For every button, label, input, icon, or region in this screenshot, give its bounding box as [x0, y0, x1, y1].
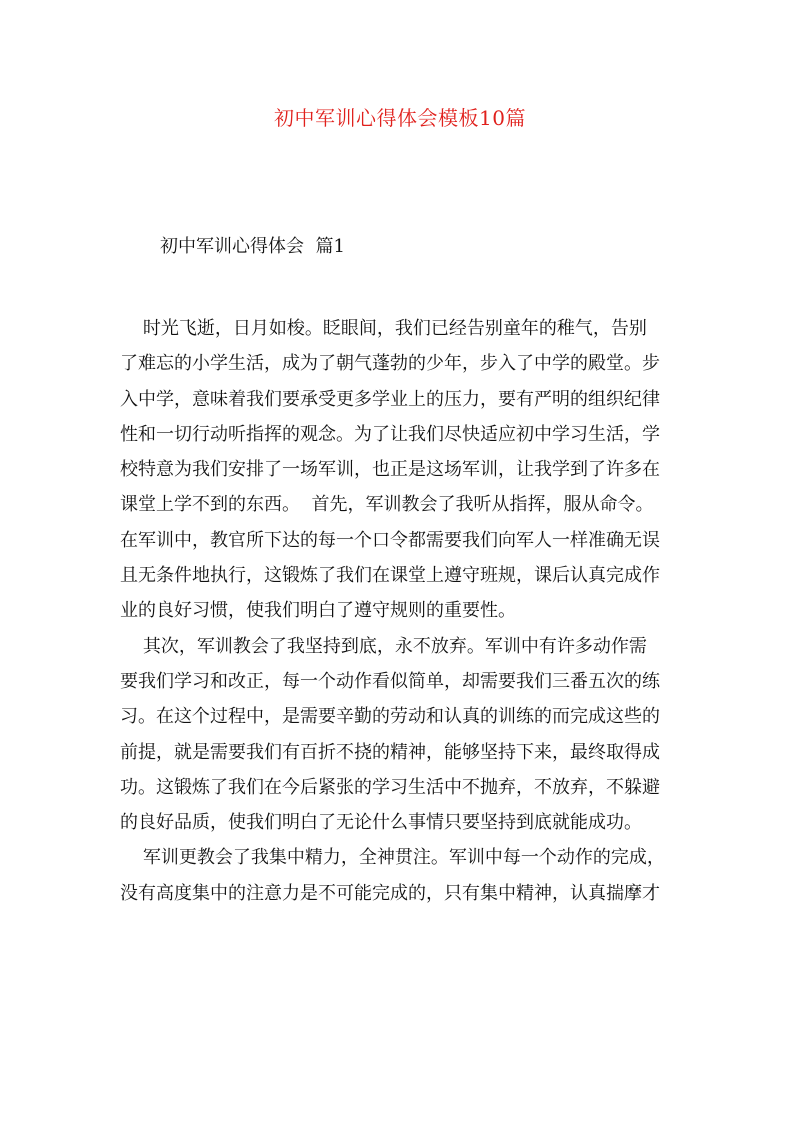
- document-title: 初中军训心得体会模板10篇: [274, 106, 526, 130]
- text-line: 业的良好习惯，使我们明白了遵守规则的重要性。: [120, 600, 516, 622]
- text-line: 校特意为我们安排了一场军训，也正是这场军训，让我学到了许多在: [120, 459, 660, 481]
- text-line: 功。这锻炼了我们在今后紧张的学习生活中不抛弃，不放弃，不躲避: [120, 776, 660, 798]
- text-line: 前提，就是需要我们有百折不挠的精神，能够坚持下来，最终取得成: [120, 741, 660, 763]
- body-text: [120, 311, 690, 911]
- text-line: 的良好品质，使我们明白了无论什么事情只要坚持到底就能成功。: [120, 812, 642, 834]
- text-line: 课堂上学不到的东西。 首先，军训教会了我听从指挥，服从命令。: [120, 494, 654, 516]
- text-line: 入中学，意味着我们要承受更多学业上的压力，要有严明的组织纪律: [120, 388, 660, 410]
- text-line: 且无条件地执行，这锻炼了我们在课堂上遵守班规，课后认真完成作: [120, 565, 660, 587]
- text-line: 了难忘的小学生活，成为了朝气蓬勃的少年，步入了中学的殿堂。步: [120, 353, 660, 375]
- text-line: 习。在这个过程中，是需要辛勤的劳动和认真的训练的而完成这些的: [120, 706, 660, 728]
- section-heading: 初中军训心得体会 篇1: [160, 236, 345, 257]
- text-line: 在军训中，教官所下达的每一个口令都需要我们向军人一样准确无误: [120, 529, 660, 551]
- text-line: 没有高度集中的注意力是不可能完成的，只有集中精神，认真揣摩才: [120, 882, 660, 904]
- text-line: 性和一切行动听指挥的观念。为了让我们尽快适应初中学习生活，学: [120, 423, 660, 445]
- text-line: 军训更教会了我集中精力，全神贯注。军训中每一个动作的完成，: [120, 847, 665, 869]
- text-line: 其次，军训教会了我坚持到底，永不放弃。军训中有许多动作需: [120, 635, 647, 657]
- text-line: 要我们学习和改正，每一个动作看似简单，却需要我们三番五次的练: [120, 670, 660, 692]
- text-line: 时光飞逝，日月如梭。眨眼间，我们已经告别童年的稚气，告别: [120, 318, 647, 339]
